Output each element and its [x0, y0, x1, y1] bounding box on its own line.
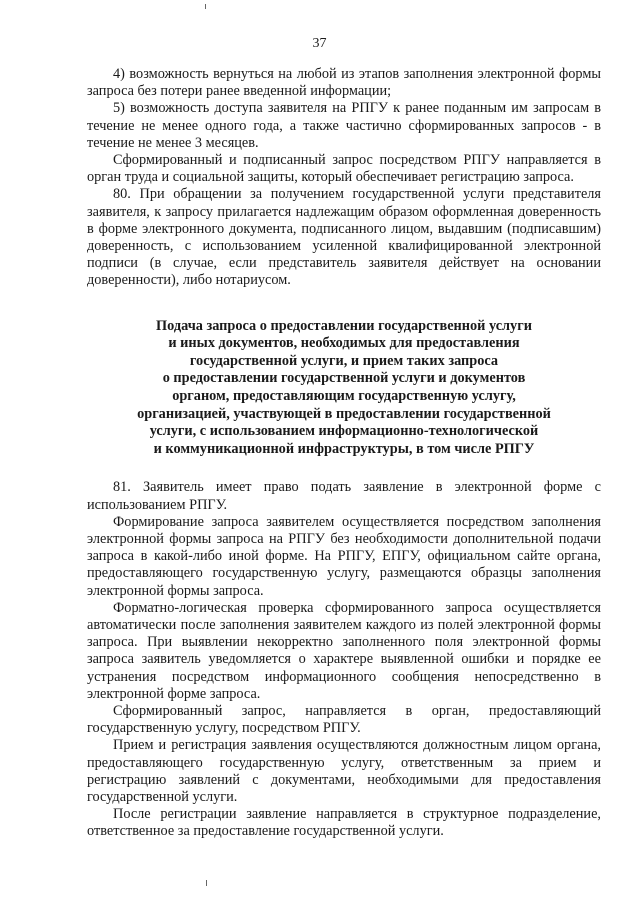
page-number: 37	[312, 36, 327, 51]
paragraph-80: 80. При обращении за получением государственной услуги представителя заявителя, к запросу прилагается надлежащим образом оформленная доверенность в форме электронного документа, подписанного лицом, выдавшим (подписавшим) доверенность, с использованием усиленной квалифицированной электронной подписи (в случае, если представитель заявителя действует на основании доверенности), либо нотариусом.	[87, 186, 601, 289]
heading-line: услуги, с использованием информационно-технологической	[149, 423, 539, 440]
paragraph-item-5: 5) возможность доступа заявителя на РПГУ к ранее поданным им запросам в течение не менее одного года, а также частично сформированных запросов - в течение не менее 3 месяцев.	[87, 100, 601, 151]
scan-mark-bottom	[206, 880, 207, 886]
heading-line: органом, предоставляющим государственную услугу,	[172, 388, 516, 405]
section-heading	[87, 318, 601, 459]
heading-line: государственной услуги, и прием таких запроса	[189, 352, 499, 369]
paragraph-request-sent: Сформированный и подписанный запрос посредством РПГУ направляется в орган труда и социальной защиты, который обеспечивает регистрацию запроса.	[87, 152, 601, 186]
heading-line: организацией, участвующей в предоставлении государственной	[137, 405, 551, 422]
paragraph-after-registration: После регистрации заявление направляется в структурное подразделение, ответственное за предоставление государственной услуги.	[87, 806, 601, 840]
paragraph-registration: Прием и регистрация заявления осуществляются должностным лицом органа, предоставляющего государственную услугу, ответственным за прием и регистрацию заявлений с документами, необходимыми для предоставления государственной услуги.	[87, 737, 601, 806]
paragraph-item-4: 4) возможность вернуться на любой из этапов заполнения электронной формы запроса без потери ранее введенной информации;	[87, 66, 601, 100]
paragraph-request-forming: Формирование запроса заявителем осуществляется посредством заполнения электронной формы запроса на РПГУ без необходимости дополнительной подачи запроса в какой-либо иной форме. На РПГУ, ЕПГУ, официальном сайте органа, предоставляющего государственную услугу, размещаются образцы заполнения электронной формы запроса.	[87, 513, 601, 599]
heading-line: о предоставлении государственной услуги и документов	[162, 370, 526, 387]
heading-line: и коммуникационной инфраструктуры, в том числе РПГУ	[153, 440, 535, 457]
scan-mark-top	[205, 4, 206, 9]
paragraph-81: 81. Заявитель имеет право подать заявление в электронной форме с использованием РПГУ.	[87, 479, 601, 513]
paragraph-request-sent-rpgu: Сформированный запрос, направляется в орган, предоставляющий государственную услугу, посредством РПГУ.	[87, 703, 601, 737]
heading-line: и иных документов, необходимых для предоставления	[168, 335, 520, 352]
document-body	[87, 66, 601, 841]
paragraph-format-check: Форматно-логическая проверка сформированного запроса осуществляется автоматически после заполнения заявителем каждого из полей электронной формы запроса. При выявлении некорректно заполненного поля электронной формы запроса заявитель уведомляется о характере выявленной ошибки и порядке ее устранения посредством информационного сообщения непосредственно в электронной форме запроса.	[87, 599, 601, 702]
heading-line: Подача запроса о предоставлении государственной услуги	[156, 317, 532, 334]
